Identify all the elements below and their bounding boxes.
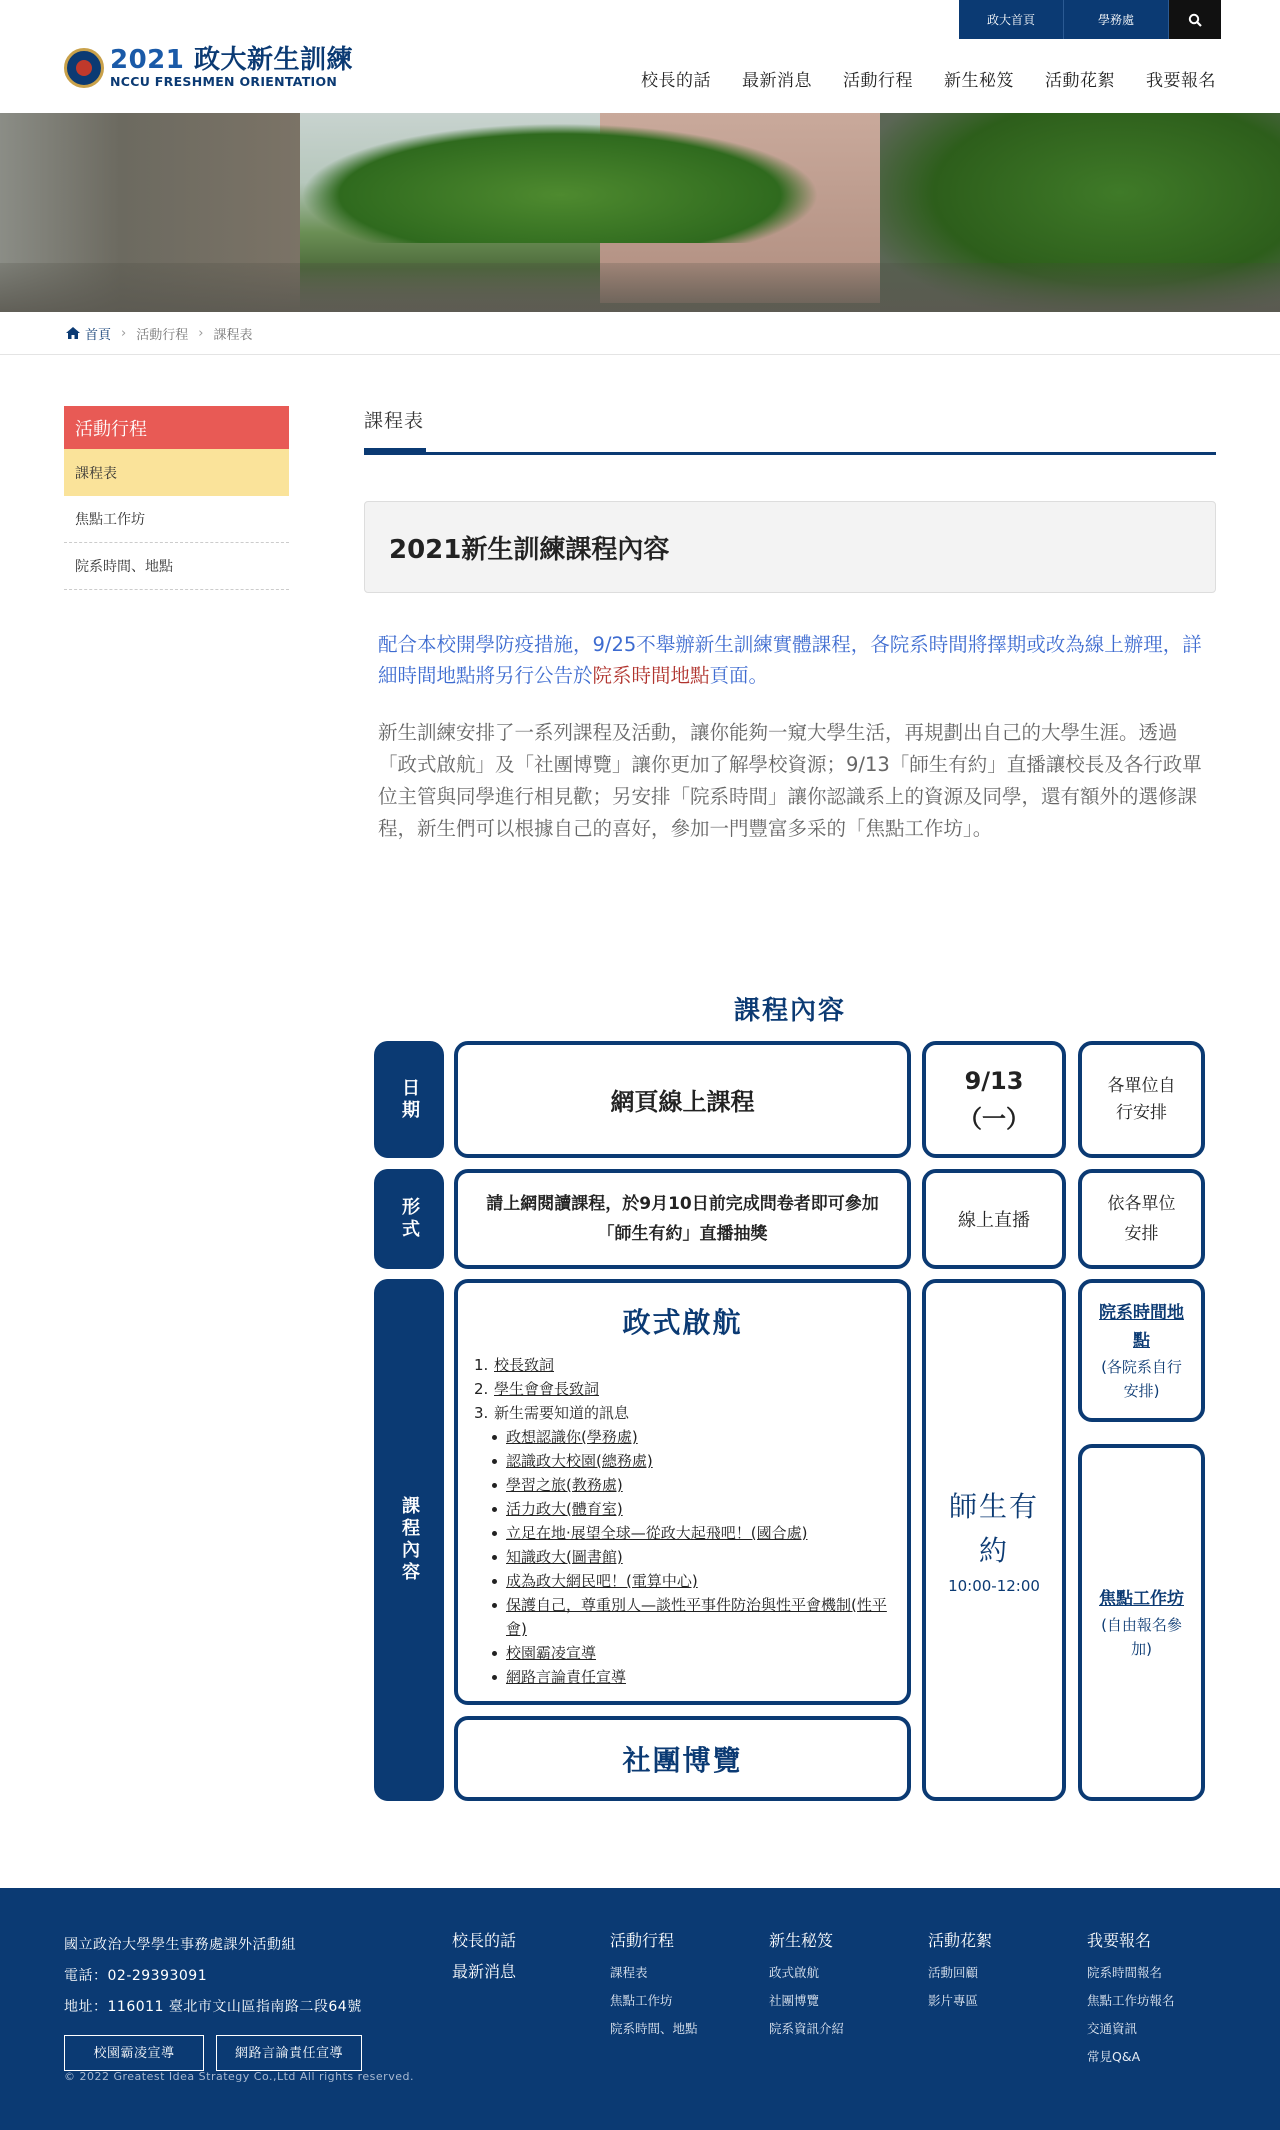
format-live-cell	[922, 1169, 1066, 1269]
list-item	[504, 1497, 891, 1521]
club-fair-cell	[454, 1716, 911, 1801]
president-speech-link[interactable]: 校長致詞	[494, 1356, 555, 1374]
page-title: 課程表	[364, 410, 425, 432]
speech-responsibility-button[interactable]: 網路言論責任宣導	[216, 2035, 362, 2071]
footer-link[interactable]: 交通資訊	[1087, 2021, 1138, 2036]
dept-time-link[interactable]: 院系時間地點	[1099, 1302, 1184, 1351]
list-item: 2. 學生會會長致詞	[474, 1380, 600, 1398]
breadcrumb	[0, 312, 1280, 355]
date-live-date: 9/13	[964, 1066, 1024, 1095]
nav-guide[interactable]: 新生秘笈	[944, 71, 1014, 91]
footer-link-news[interactable]: 最新消息	[452, 1962, 517, 1981]
title-divider	[364, 452, 1216, 455]
footer-col-1	[452, 1928, 516, 1982]
sublist-link[interactable]: 認識政大校園(總務處)	[506, 1452, 653, 1470]
footer-col-2	[610, 1928, 698, 2043]
footer-address: 地址：116011 臺北市文山區指南路二段64號	[64, 1999, 362, 2015]
footer-col-2-title[interactable]: 活動行程	[610, 1931, 675, 1950]
zhengshi-list	[474, 1353, 891, 1689]
list-item	[504, 1473, 891, 1497]
sublist-link[interactable]: 知識政大(圖書館)	[506, 1548, 623, 1566]
sublist-link[interactable]: 成為政大網民吧！(電算中心)	[506, 1572, 698, 1590]
footer-link[interactable]: 活動回顧	[928, 1965, 979, 1980]
sublist-link[interactable]: 校園霸凌宣導	[506, 1644, 597, 1662]
list-item	[504, 1425, 891, 1449]
list-item	[504, 1521, 891, 1545]
main-content	[364, 406, 1216, 845]
format-live-label: 線上直播	[958, 1210, 1030, 1231]
content-heading: 2021新生訓練課程內容	[364, 501, 1216, 593]
row-header-format	[374, 1169, 444, 1269]
nav-gallery[interactable]: 活動花絮	[1045, 71, 1115, 91]
list-item	[504, 1593, 891, 1641]
sublist-link[interactable]: 立足在地·展望全球—從政大起飛吧！(國合處)	[506, 1524, 808, 1542]
student-president-speech-link[interactable]: 學生會會長致詞	[494, 1380, 600, 1398]
footer-col-4-title[interactable]: 活動花絮	[928, 1931, 993, 1950]
footer-link[interactable]: 焦點工作坊報名	[1087, 1993, 1175, 2008]
footer-link-president[interactable]: 校長的話	[452, 1931, 517, 1950]
footer-link[interactable]: 焦點工作坊	[610, 1993, 673, 2008]
search-icon	[1188, 13, 1202, 27]
club-fair-label: 社團博覽	[622, 1743, 743, 1777]
footer-col-3	[769, 1928, 844, 2043]
sublist-link[interactable]: 政想認識你(學務處)	[506, 1428, 638, 1446]
dept-time-cell	[1078, 1279, 1205, 1422]
zhengshi-title: 政式啟航	[622, 1306, 743, 1339]
footer-link[interactable]: 社團博覽	[769, 1993, 820, 2008]
format-unit-label: 依各單位安排	[1107, 1194, 1176, 1244]
format-unit-cell	[1078, 1169, 1205, 1269]
sublist-link[interactable]: 保護自己，尊重別人—談性平事件防治與性平會機制(性平會)	[506, 1596, 887, 1638]
sublist-link[interactable]: 網路言論責任宣導	[506, 1668, 627, 1686]
date-web-label: 網頁線上課程	[610, 1088, 755, 1116]
epidemic-notice	[364, 629, 1216, 691]
footer-link[interactable]: 常見Q&A	[1087, 2049, 1141, 2064]
row-header-date	[374, 1041, 444, 1158]
main-nav	[610, 66, 1216, 91]
notice-text: 配合本校開學防疫措施，9/25不舉辦新生訓練實體課程，各院系時間將擇期或改為線上辦理，詳細時間地點將另行公告於	[378, 633, 1202, 687]
footer-link[interactable]: 課程表	[610, 1965, 648, 1980]
footer-col-4	[928, 1928, 992, 2015]
zhengshi-cell	[454, 1279, 911, 1705]
search-button[interactable]	[1169, 0, 1221, 39]
meet-title: 師生有約	[948, 1490, 1039, 1567]
date-web-cell	[454, 1041, 911, 1158]
date-unit-label: 各單位自行安排	[1107, 1075, 1176, 1123]
list-item	[504, 1449, 891, 1473]
intro-paragraph: 新生訓練安排了一系列課程及活動，讓你能夠一窺大學生活，再規劃出自己的大學生涯。透過「政式啟航」及「社團博覽」讓你更加了解學校資源；9/13「師生有約」直播讓校長及各行政單位主管與同學進行相見歡；另安排「院系時間」讓你認識系上的資源及同學，還有額外的選修課程，新生們可以根據自己的喜好，參加一門豐富多采的「焦點工作坊」。	[378, 721, 1202, 840]
sidebar-title: 活動行程	[64, 406, 289, 449]
footer-col-3-title[interactable]: 新生秘笈	[769, 1931, 834, 1950]
workshop-cell	[1078, 1444, 1205, 1801]
nav-president[interactable]: 校長的話	[641, 71, 711, 91]
sublist-link[interactable]: 活力政大(體育室)	[506, 1500, 623, 1518]
chevron-right-icon: ›	[198, 325, 204, 341]
footer-link[interactable]: 院系時間、地點	[610, 2021, 698, 2036]
notice-end: 頁面。	[709, 664, 769, 687]
footer-link[interactable]: 政式啟航	[769, 1965, 820, 1980]
freshmen-info-sublist	[504, 1425, 891, 1689]
seal-logo-icon	[64, 48, 104, 88]
chevron-right-icon: ›	[121, 325, 127, 341]
date-live-day: （一）	[958, 1104, 1030, 1133]
format-web-cell	[454, 1169, 911, 1269]
footer-link[interactable]: 院系資訊介紹	[769, 2021, 845, 2036]
footer	[0, 1888, 1280, 2130]
nccu-home-link[interactable]: 政大首頁	[959, 0, 1064, 39]
date-live-cell	[922, 1041, 1066, 1158]
utility-bar	[959, 0, 1221, 39]
breadcrumb-home-label: 首頁	[85, 327, 112, 343]
footer-col-5	[1087, 1928, 1175, 2071]
freshmen-info-label: 新生需要知道的訊息	[494, 1404, 630, 1422]
list-item: 3. 新生需要知道的訊息 政想認識你(學務處) 認識政大校園(總務處) 學習之旅(教務處) 活力政大(體育室) 立足在地·展望全球—從政大起飛吧！(國合處) 知識政大(圖書館) 成為政大網民吧！(電算中心) 保護自己，尊重別人—談性平事件防治與性平會機制(性平會) 校園霸凌宣導 網路言論責任宣導	[474, 1401, 891, 1689]
list-item	[504, 1641, 891, 1665]
sidebar-item-workshop[interactable]: 焦點工作坊	[64, 496, 289, 543]
workshop-link[interactable]: 焦點工作坊	[1099, 1588, 1184, 1609]
list-item: 1. 校長致詞	[474, 1356, 555, 1374]
site-logo[interactable]	[64, 44, 353, 92]
logo-year: 2021	[110, 45, 185, 76]
notice-link[interactable]: 院系時間地點	[592, 664, 710, 687]
breadcrumb-level1[interactable]: 活動行程	[136, 327, 189, 343]
row-header-content-label: 課程內容	[399, 1496, 420, 1584]
footer-col-5-title[interactable]: 我要報名	[1087, 1931, 1152, 1950]
footer-link[interactable]: 院系時間報名	[1087, 1965, 1163, 1980]
logo-title: 政大新生訓練	[193, 45, 353, 76]
hero-banner	[0, 113, 1280, 312]
nav-news[interactable]: 最新消息	[742, 71, 812, 91]
student-affairs-link[interactable]: 學務處	[1064, 0, 1169, 39]
list-item	[504, 1569, 891, 1593]
bullying-button[interactable]: 校園霸凌宣導	[64, 2035, 204, 2071]
nav-register[interactable]: 我要報名	[1146, 71, 1216, 91]
footer-link[interactable]: 影片專區	[928, 1993, 979, 2008]
meet-cell	[922, 1279, 1066, 1801]
breadcrumb-home[interactable]	[66, 324, 111, 343]
dept-time-note: (各院系自行安排)	[1101, 1357, 1182, 1400]
row-header-date-label: 日期	[399, 1077, 420, 1122]
meet-time: 10:00-12:00	[948, 1577, 1040, 1595]
footer-info	[64, 1930, 362, 2071]
list-item	[504, 1665, 891, 1689]
sidebar	[64, 406, 289, 590]
sidebar-item-dept-time[interactable]: 院系時間、地點	[64, 543, 289, 590]
nav-schedule[interactable]: 活動行程	[843, 71, 913, 91]
row-header-format-label: 形式	[399, 1197, 420, 1241]
list-item	[504, 1545, 891, 1569]
breadcrumb-level2: 課程表	[213, 327, 253, 343]
date-unit-cell	[1078, 1041, 1205, 1158]
workshop-note: (自由報名參加)	[1101, 1615, 1182, 1658]
sidebar-item-schedule[interactable]: 課程表	[64, 449, 289, 496]
logo-subtitle: NCCU FRESHMEN ORIENTATION	[110, 74, 338, 90]
format-web-label: 請上網閱讀課程，於9月10日前完成問卷者即可參加「師生有約」直播抽獎	[486, 1194, 879, 1244]
home-icon	[66, 327, 80, 339]
footer-org: 國立政治大學學生事務處課外活動組	[64, 1937, 296, 1953]
sublist-link[interactable]: 學習之旅(教務處)	[506, 1476, 623, 1494]
course-table-title: 課程內容	[733, 996, 846, 1026]
row-header-content	[374, 1279, 444, 1801]
copyright: © 2022 Greatest Idea Strategy Co.,Ltd All rights reserved.	[64, 2070, 414, 2083]
footer-phone: 電話：02-29393091	[64, 1968, 208, 1984]
